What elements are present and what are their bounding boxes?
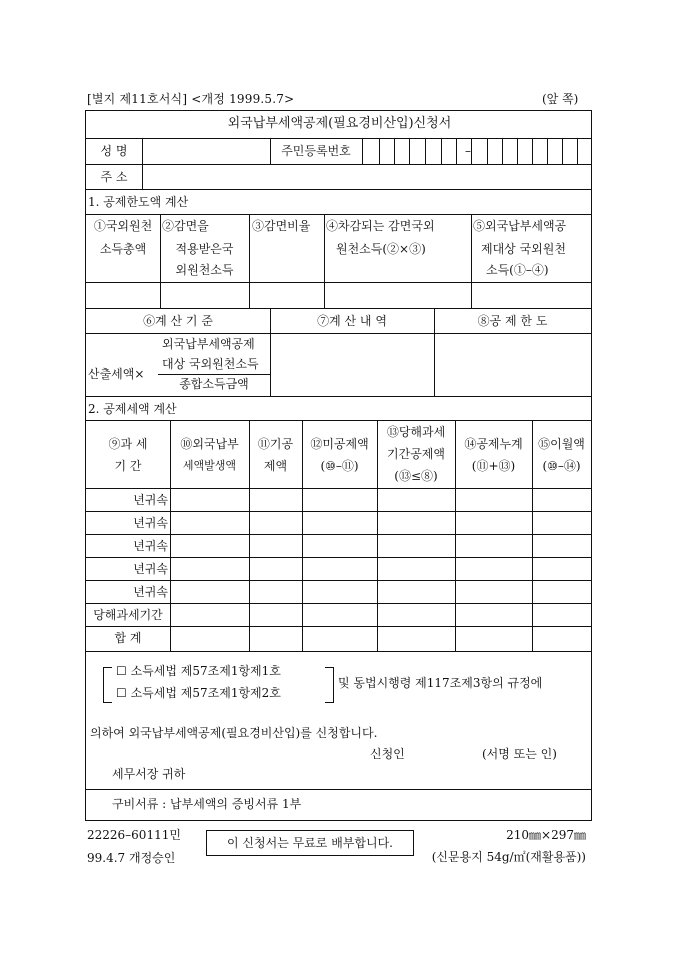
section1-input-row[interactable] [87,283,591,308]
h13-line2: 기간공제액 [387,447,445,461]
address-label: 주 소 [100,170,128,184]
row-label: 년귀속 [133,562,168,576]
row-label-current-period: 당해과세기간 [93,608,163,622]
application-form [85,110,592,821]
form-reference: [별지 제11호서식] <개정 1999.5.7> [87,92,295,106]
approval-date: 99.4.7 개정승인 [87,851,176,865]
h10-line2: 세액발생액 [182,459,237,472]
h13-line1: ⑬당해과세 [386,425,446,439]
h9-line2: 기 간 [114,459,142,473]
name-field[interactable] [143,139,270,164]
h11-line2: 제액 [263,459,288,473]
formula-prefix: 산출세액× [88,367,145,381]
section2-title: 2. 공제세액 계산 [88,402,177,416]
form-title: 외국납부세액공제(필요경비산입)신청서 [227,116,452,131]
deduction-limit-field[interactable] [435,334,591,396]
formula-numerator-2: 대상 국외원천소득 [162,357,259,371]
col3-line1: ③감면비율 [252,219,311,233]
row-label: 년귀속 [133,585,168,599]
calc-detail-header: ⑦계 산 내 역 [317,314,387,328]
col2-line1: ②감면을 [162,219,209,233]
row-label: 년귀속 [133,493,168,507]
col1-line1: ①국외원천 [93,219,153,233]
regulation-text: 및 동법시행령 제117조제3항의 규정에 [338,676,543,690]
address-field[interactable] [143,165,591,189]
h13-line3: (⑬≤⑧) [394,469,438,483]
formula-denominator: 종합소득금액 [179,377,249,391]
name-label: 성 명 [100,144,128,158]
rrn-separator: – [465,144,471,158]
col5-line1: ⑤외국납부세액공 [473,219,567,233]
rrn-label: 주민등록번호 [281,144,351,158]
col4-line2: 원천소득(②×③) [336,242,426,256]
col5-line3: 소득(①–④) [486,263,549,277]
signature-label: (서명 또는 인) [482,747,557,761]
paper-size: 210㎜×297㎜ [506,828,586,842]
calc-limit-header: ⑧공 제 한 도 [477,314,548,328]
checkbox-option1[interactable]: ☐ [116,664,127,678]
option2-label: 소득세법 제57조제1항제2호 [130,686,281,700]
rrn-input[interactable] [363,139,591,164]
h10-line1: ⑩외국납부 [180,437,239,451]
h15-line1: ⑮이월액 [538,437,585,451]
h12-line1: ⑫미공제액 [310,437,369,451]
col2-line2: 적용받은국 [175,242,234,256]
col4-line1: ④차감되는 감면국외 [326,219,435,233]
row-label: 년귀속 [133,516,168,530]
col1-line2: 소득총액 [99,242,147,256]
signature-field[interactable] [416,743,480,763]
application-statement: 의하여 외국납부세액공제(필요경비산입)를 신청합니다. [90,726,378,740]
calc-detail-field[interactable] [271,334,434,396]
page-side-label: (앞 쪽) [542,92,579,106]
deduction-table-cells[interactable] [171,489,591,651]
applicant-label: 신청인 [370,747,405,761]
h11-line1: ⑪기공 [257,437,294,451]
h9-line1: ⑨과 세 [108,437,148,451]
h14-line2: (⑪+⑬) [471,459,516,473]
recipient-text: 세무서장 귀하 [112,767,186,781]
option1-label: 소득세법 제57조제1항제1호 [130,664,281,678]
form-code: 22226–60111민 [87,828,181,842]
h15-line2: (⑩–⑭) [542,459,581,473]
calc-basis-header: ⑥계 산 기 준 [143,314,213,328]
checkbox-option2[interactable]: ☐ [116,686,127,700]
h14-line1: ⑭공제누계 [464,437,523,451]
h12-line2: (⑩–⑪) [320,459,359,473]
row-label-total: 합 계 [114,631,142,645]
free-distribution-notice [206,830,414,856]
col2-line3: 외원천소득 [175,263,234,277]
attachments-text: 구비서류 : 납부세액의 증빙서류 1부 [112,797,302,811]
col5-line2: 제대상 국외원천 [481,242,566,256]
section1-title: 1. 공제한도액 계산 [88,195,189,209]
notice-text: 이 신청서는 무료로 배부합니다. [227,836,393,850]
formula-numerator-1: 외국납부세액공제 [162,337,255,351]
row-label: 년귀속 [133,539,168,553]
paper-type: (신문용지 54g/㎡(재활용품)) [431,850,586,864]
